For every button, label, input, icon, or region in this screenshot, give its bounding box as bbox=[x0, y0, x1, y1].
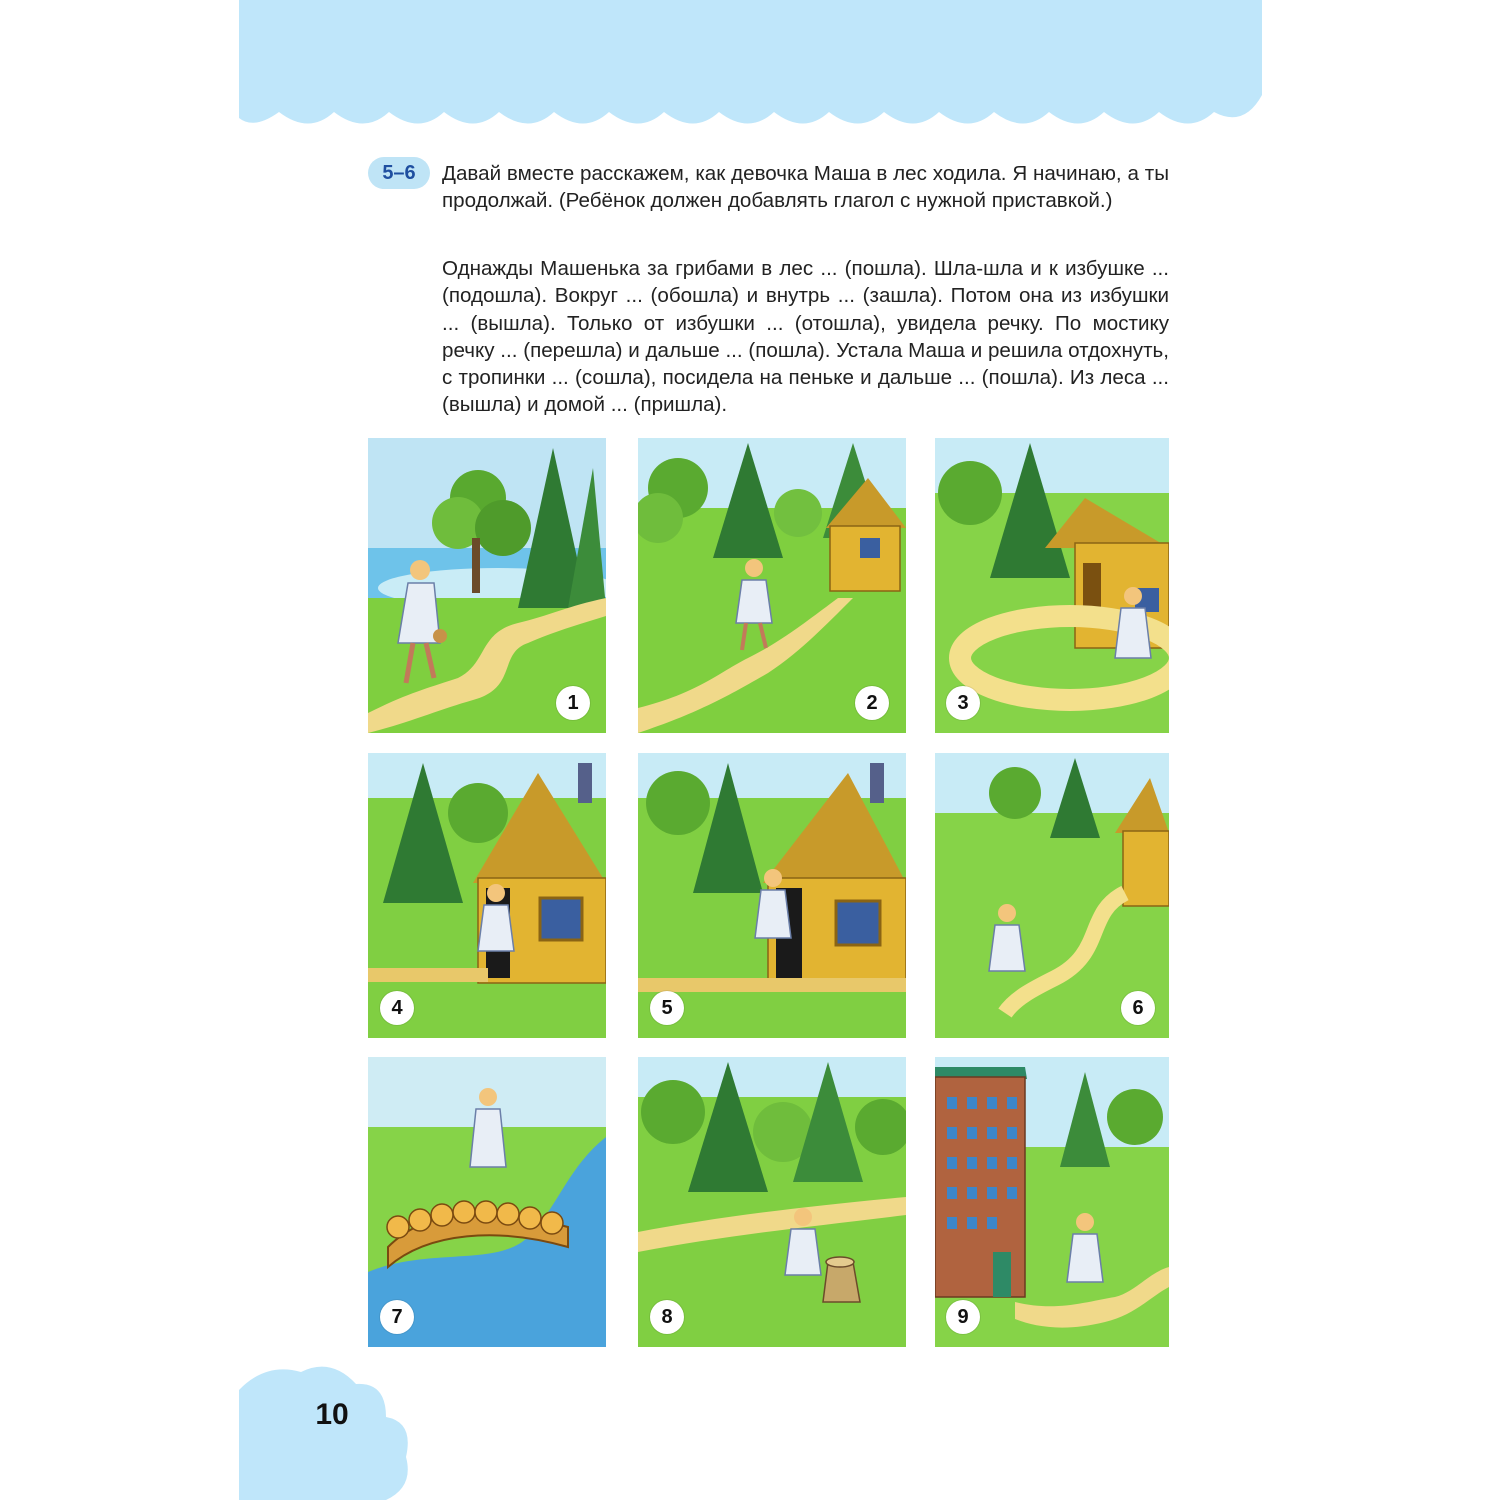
story-panel-6 bbox=[935, 753, 1169, 1038]
story-panel-3 bbox=[935, 438, 1169, 733]
story-panel-9 bbox=[935, 1057, 1169, 1347]
panel-number-badge: 3 bbox=[946, 686, 980, 720]
panel-number-badge: 6 bbox=[1121, 991, 1155, 1025]
panel-number-badge: 2 bbox=[855, 686, 889, 720]
header-cloud-band bbox=[239, 0, 1262, 132]
story-panel-1 bbox=[368, 438, 606, 733]
story-panel-7 bbox=[368, 1057, 606, 1347]
story-panel-2 bbox=[638, 438, 906, 733]
task-instruction: Давай вместе расскажем, как девочка Маша в лес ходила. Я начинаю, а ты продолжай. (Ребёнок должен добавлять глагол с нужной приставкой.) bbox=[442, 162, 1169, 213]
panel-number-badge: 8 bbox=[650, 1300, 684, 1334]
panel-number-badge: 1 bbox=[556, 686, 590, 720]
story-panel-5 bbox=[638, 753, 906, 1038]
panel-number-badge: 5 bbox=[650, 991, 684, 1025]
page-number: 10 bbox=[315, 1398, 349, 1431]
panel-number-badge: 4 bbox=[380, 991, 414, 1025]
story-panel-8 bbox=[638, 1057, 906, 1347]
task-number-badge: 5–6 bbox=[368, 157, 430, 189]
story-panel-4 bbox=[368, 753, 606, 1038]
panel-number-badge: 9 bbox=[946, 1300, 980, 1334]
panel-number-badge: 7 bbox=[380, 1300, 414, 1334]
story-text: Однажды Машенька за грибами в лес ... (пошла). Шла-шла и к избушке ... (подошла). Вокруг ... (обошла) и внутрь ... (зашла). Потом она из избушки ... (вышла). Только от избушки ... (отошла), увидела речку. По мостику речку ... (перешла) и дальше ... (пошла). Устала Маша и решила отдохнуть, с тропинки ... (сошла), посидела на пеньке и дальше ... (пошла). Из леса ... (вышла) и домой ... (пришла). bbox=[442, 257, 1169, 417]
